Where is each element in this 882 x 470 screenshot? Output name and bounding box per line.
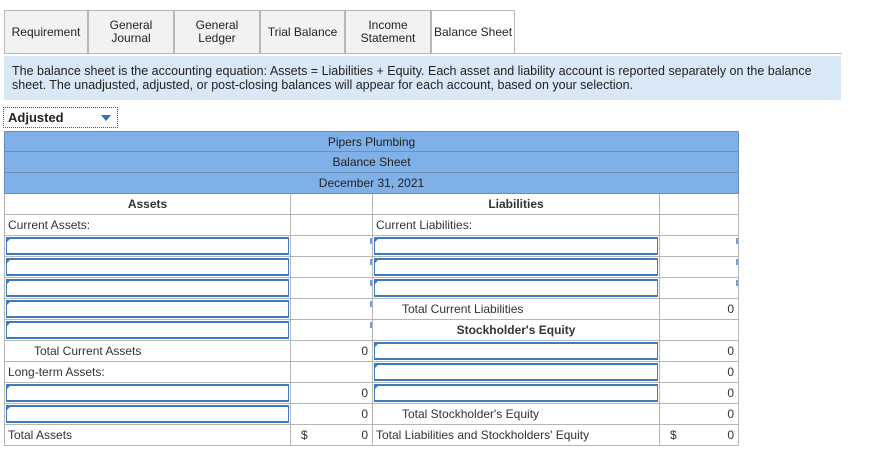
current-asset-amount-cell[interactable] (291, 236, 373, 257)
amount-cell (660, 215, 739, 236)
tab-divider (4, 53, 842, 54)
table-row (4, 383, 739, 404)
equity-account-cell (373, 341, 660, 362)
total-assets-label: Total Assets (4, 425, 291, 446)
assets-amount-cell (291, 194, 373, 215)
table-row (4, 320, 739, 341)
total-stockholders-equity-value: 0 (660, 404, 739, 425)
statement-title: Balance Sheet (4, 152, 739, 173)
total-current-assets-value: 0 (291, 341, 373, 362)
table-row (4, 425, 739, 446)
company-name: Pipers Plumbing (4, 131, 739, 152)
tab-label: Requirement (11, 24, 81, 39)
long-term-asset-account-cell (4, 404, 291, 425)
tab-general-ledger[interactable] (174, 10, 260, 53)
tab-label: General Ledger (195, 18, 239, 45)
chevron-down-icon[interactable] (101, 115, 111, 121)
current-asset-account-input[interactable] (6, 321, 289, 339)
long-term-asset-account-cell (4, 383, 291, 404)
long-term-asset-account-input[interactable] (6, 405, 289, 423)
amount-cell (291, 362, 373, 383)
current-asset-account-cell (4, 257, 291, 278)
total-current-liabilities-label: Total Current Liabilities (373, 299, 660, 320)
tab-income-statement[interactable] (345, 10, 431, 53)
total-liabilities-equity-cell (660, 425, 739, 446)
table-row (4, 236, 739, 257)
equity-account-input[interactable] (374, 384, 658, 402)
balance-type-selected: Adjusted (8, 110, 64, 125)
long-term-assets-label: Long-term Assets: (4, 362, 291, 383)
current-asset-amount-cell[interactable] (291, 257, 373, 278)
equity-amount-value[interactable]: 0 (660, 383, 739, 404)
current-liability-amount-cell[interactable] (660, 257, 739, 278)
current-liabilities-label: Current Liabilities: (373, 215, 660, 236)
tab-trial-balance[interactable] (260, 10, 345, 53)
long-term-asset-account-input[interactable] (6, 384, 289, 402)
table-row (4, 194, 739, 215)
equity-account-cell (373, 362, 660, 383)
amount-cell (660, 320, 739, 341)
current-liability-amount-cell[interactable] (660, 236, 739, 257)
current-assets-label: Current Assets: (4, 215, 291, 236)
tab-requirement[interactable] (4, 10, 88, 53)
current-asset-account-cell (4, 236, 291, 257)
table-row (4, 362, 739, 383)
total-liabilities-equity-label: Total Liabilities and Stockholders' Equity (373, 425, 660, 446)
tab-label: Balance Sheet (433, 25, 513, 39)
tab-bar (4, 10, 515, 54)
current-asset-amount-cell[interactable] (291, 278, 373, 299)
current-asset-account-cell (4, 320, 291, 341)
equity-amount-value[interactable]: 0 (660, 341, 739, 362)
total-assets-cell (291, 425, 373, 446)
equity-account-input[interactable] (374, 342, 658, 360)
current-asset-account-cell (4, 278, 291, 299)
current-liability-account-input[interactable] (374, 279, 658, 297)
amount-cell (291, 215, 373, 236)
current-asset-account-input[interactable] (6, 258, 289, 276)
current-liability-amount-cell[interactable] (660, 278, 739, 299)
assets-heading: Assets (4, 194, 291, 215)
table-row (4, 341, 739, 362)
tab-balance-sheet[interactable] (431, 10, 515, 54)
long-term-asset-amount-value[interactable]: 0 (291, 404, 373, 425)
current-liability-account-cell (373, 278, 660, 299)
current-asset-account-cell (4, 299, 291, 320)
balance-sheet-table (4, 131, 739, 446)
tab-general-journal[interactable] (88, 10, 174, 53)
currency-symbol: $ (670, 428, 677, 442)
table-row (4, 404, 739, 425)
tab-label: Trial Balance (267, 24, 338, 39)
equity-amount-value[interactable]: 0 (660, 362, 739, 383)
total-assets-value: 0 (361, 428, 368, 442)
table-row (4, 215, 739, 236)
equity-account-input[interactable] (374, 363, 658, 381)
equity-account-cell (373, 383, 660, 404)
total-stockholders-equity-label: Total Stockholder's Equity (373, 404, 660, 425)
current-liability-account-cell (373, 236, 660, 257)
current-asset-amount-cell[interactable] (291, 320, 373, 341)
stockholders-equity-heading: Stockholder's Equity (373, 320, 660, 341)
table-row (4, 278, 739, 299)
statement-date: December 31, 2021 (4, 173, 739, 194)
table-row (4, 299, 739, 320)
current-asset-amount-cell[interactable] (291, 299, 373, 320)
total-current-liabilities-value: 0 (660, 299, 739, 320)
current-asset-account-input[interactable] (6, 237, 289, 255)
instructions-text: The balance sheet is the accounting equation: Assets = Liabilities + Equity. Each asset and liability account is reported separately on the balance sheet. The unadjusted, adjusted, or post-closing balances will appear for each account, based on your selection. (4, 56, 841, 100)
current-asset-account-input[interactable] (6, 279, 289, 297)
currency-symbol: $ (301, 428, 308, 442)
current-liability-account-input[interactable] (374, 237, 658, 255)
table-row (4, 257, 739, 278)
total-liabilities-equity-value: 0 (727, 428, 734, 442)
liabilities-amount-cell (660, 194, 739, 215)
current-liability-account-input[interactable] (374, 258, 658, 276)
liabilities-heading: Liabilities (373, 194, 660, 215)
balance-type-select[interactable] (3, 107, 118, 128)
current-liability-account-cell (373, 257, 660, 278)
tab-label: Income Statement (360, 18, 416, 45)
long-term-asset-amount-value[interactable]: 0 (291, 383, 373, 404)
current-asset-account-input[interactable] (6, 300, 289, 318)
tab-label: General Journal (109, 18, 153, 45)
total-current-assets-label: Total Current Assets (4, 341, 291, 362)
